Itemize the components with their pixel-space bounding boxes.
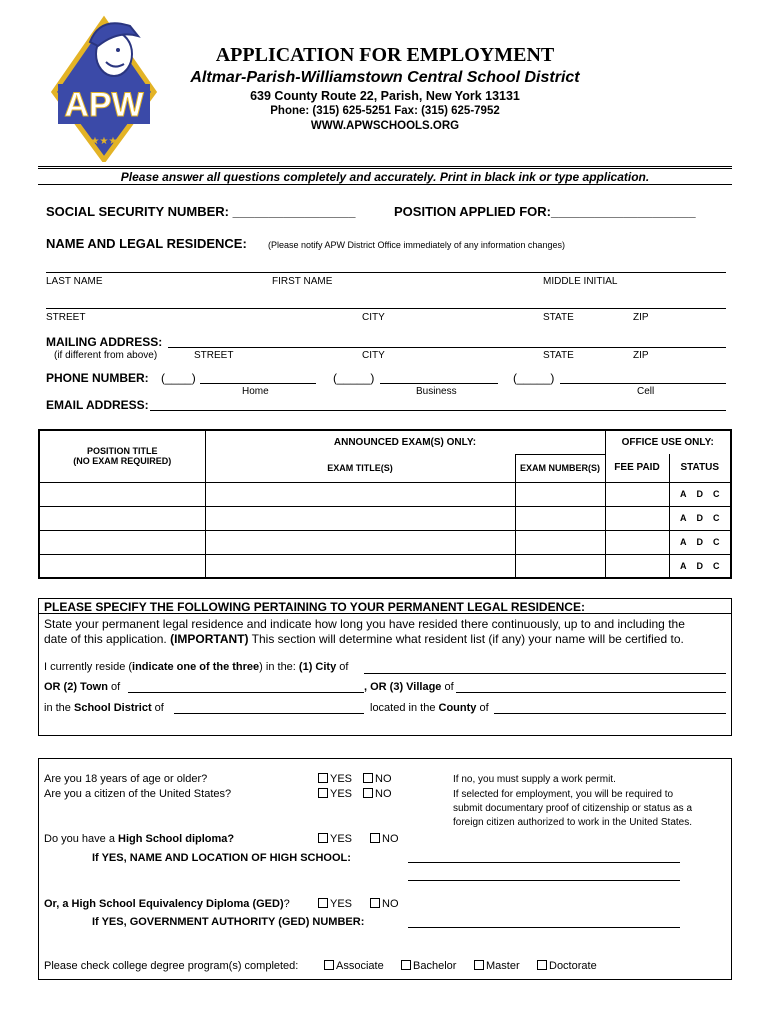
email-label: EMAIL ADDRESS: (46, 398, 149, 412)
fee-paid-cell[interactable] (605, 554, 669, 578)
ged-number-line[interactable] (408, 927, 680, 928)
citizen-no-option[interactable]: NO (363, 788, 392, 800)
county-label: located in the County of (370, 702, 489, 714)
exam-table (38, 429, 732, 579)
mailing-street-caption: STREET (194, 350, 234, 361)
checkbox[interactable] (370, 898, 380, 908)
status-cell: A D C (669, 530, 731, 554)
permit-note: If no, you must supply a work permit. (453, 774, 616, 785)
checkbox[interactable] (401, 960, 411, 970)
exam-title-cell[interactable] (205, 482, 515, 506)
degree-question: Please check college degree program(s) completed: (44, 960, 299, 972)
state-caption: STATE (543, 312, 574, 323)
checkbox[interactable] (537, 960, 547, 970)
phone-number-label: PHONE NUMBER: (46, 371, 149, 385)
degree-bachelor-option[interactable]: Bachelor (401, 960, 456, 972)
ged-yes-option[interactable]: YES (318, 898, 352, 910)
hs-no-option[interactable]: NO (370, 833, 399, 845)
checkbox[interactable] (324, 960, 334, 970)
village-of-line[interactable] (456, 692, 726, 693)
name-residence-label: NAME AND LEGAL RESIDENCE: (46, 236, 247, 251)
business-phone-line[interactable] (380, 383, 498, 384)
residence-address-line[interactable] (46, 308, 726, 309)
exam-title-cell[interactable] (205, 506, 515, 530)
checkbox[interactable] (318, 773, 328, 783)
name-line[interactable] (46, 272, 726, 273)
fee-paid-header: FEE PAID (605, 454, 669, 482)
first-name-caption: FIRST NAME (272, 276, 333, 287)
exam-numbers-header: EXAM NUMBER(S) (515, 454, 605, 482)
status-cell: A D C (669, 554, 731, 578)
ssn-label: SOCIAL SECURITY NUMBER: _________________ (46, 204, 356, 219)
table-row (39, 482, 731, 506)
age-no-option[interactable]: NO (363, 773, 392, 785)
name-residence-note: (Please notify APW District Office immediately of any information changes) (268, 240, 565, 250)
exam-number-cell[interactable] (515, 506, 605, 530)
mailing-zip-caption: ZIP (633, 350, 649, 361)
citizen-question: Are you a citizen of the United States? (44, 788, 232, 800)
age-question: Are you 18 years of age or older? (44, 773, 208, 785)
checkbox[interactable] (474, 960, 484, 970)
school-district-label: in the School District of (44, 702, 164, 714)
position-title-header: POSITION TITLE (NO EXAM REQUIRED) (39, 430, 205, 482)
degree-master-option[interactable]: Master (474, 960, 520, 972)
fee-paid-cell[interactable] (605, 482, 669, 506)
cell-phone-area[interactable]: (_____) (513, 371, 555, 385)
town-of-line[interactable] (128, 692, 364, 693)
city-caption: CITY (362, 312, 385, 323)
district-address: 639 County Route 22, Parish, New York 13131 (250, 89, 520, 103)
mailing-state-caption: STATE (543, 350, 574, 361)
fee-paid-cell[interactable] (605, 530, 669, 554)
checkbox[interactable] (318, 898, 328, 908)
exam-number-cell[interactable] (515, 482, 605, 506)
exam-number-cell[interactable] (515, 530, 605, 554)
logo-text: APW (64, 86, 144, 124)
ged-no-option[interactable]: NO (370, 898, 399, 910)
cell-caption: Cell (637, 386, 655, 397)
fee-paid-cell[interactable] (605, 506, 669, 530)
hs-followup-label: If YES, NAME AND LOCATION OF HIGH SCHOOL: (92, 852, 351, 864)
reside-city-row: I currently reside (indicate one of the three) in the: (1) City of (44, 661, 349, 673)
business-phone-area[interactable]: (_____) (333, 371, 375, 385)
district-name: Altmar-Parish-Williamstown Central School District (190, 69, 580, 86)
middle-initial-caption: MIDDLE INITIAL (543, 276, 618, 287)
status-cell: A D C (669, 506, 731, 530)
street-caption: STREET (46, 312, 86, 323)
hs-name-line-1[interactable] (408, 862, 680, 863)
county-line[interactable] (494, 713, 726, 714)
checkbox[interactable] (363, 773, 373, 783)
residence-heading: PLEASE SPECIFY THE FOLLOWING PERTAINING TO YOUR PERMANENT LEGAL RESIDENCE: (44, 600, 585, 614)
checkbox[interactable] (318, 788, 328, 798)
mailing-city-caption: CITY (362, 350, 385, 361)
phone-fax: Phone: (315) 625-5251 Fax: (315) 625-7952 (270, 105, 500, 117)
residence-para-2: date of this application. (IMPORTANT) This section will determine what resident list (if any) your name will be certified to. (44, 632, 684, 646)
business-caption: Business (416, 386, 457, 397)
citizen-yes-option[interactable]: YES (318, 788, 352, 800)
website[interactable]: WWW.APWSCHOOLS.ORG (310, 120, 460, 132)
home-phone-area[interactable]: (____) (161, 371, 196, 385)
table-row (39, 506, 731, 530)
degree-associate-option[interactable]: Associate (324, 960, 384, 972)
exam-title-cell[interactable] (205, 554, 515, 578)
status-cell: A D C (669, 482, 731, 506)
residence-para-1: State your permanent legal residence and indicate how long you have resided there continuously, up to and including the (44, 617, 685, 631)
hs-yes-option[interactable]: YES (318, 833, 352, 845)
exam-title-cell[interactable] (205, 530, 515, 554)
citizen-note-2: submit documentary proof of citizenship or status as a (453, 803, 693, 814)
school-district-line[interactable] (174, 713, 364, 714)
position-cell[interactable] (39, 554, 205, 578)
mailing-address-line[interactable] (168, 347, 726, 348)
district-logo (48, 12, 160, 162)
checkbox[interactable] (370, 833, 380, 843)
zip-caption: ZIP (633, 312, 649, 323)
office-use-header: OFFICE USE ONLY: (605, 430, 731, 454)
form-title: APPLICATION FOR EMPLOYMENT (215, 44, 555, 66)
city-of-line[interactable] (364, 673, 726, 674)
home-phone-line[interactable] (200, 383, 316, 384)
email-line[interactable] (150, 410, 726, 411)
home-caption: Home (242, 386, 269, 397)
svg-text:★★★: ★★★ (90, 136, 118, 147)
hs-diploma-question: Do you have a High School diploma? (44, 833, 235, 845)
exam-titles-header: EXAM TITLE(S) (205, 454, 515, 482)
checkbox[interactable] (363, 788, 373, 798)
position-cell[interactable] (39, 506, 205, 530)
citizen-note-1: If selected for employment, you will be required to (453, 789, 674, 800)
village-label: , OR (3) Village of (364, 681, 454, 693)
position-applied-label: POSITION APPLIED FOR:____________________ (394, 204, 696, 219)
town-label: OR (2) Town of (44, 681, 121, 693)
citizen-note-3: foreign citizen authorized to work in the United States. (453, 817, 693, 828)
mailing-address-label: MAILING ADDRESS: (46, 335, 163, 349)
position-cell[interactable] (39, 530, 205, 554)
cell-phone-line[interactable] (560, 383, 726, 384)
ged-question: Or, a High School Equivalency Diploma (GED)? (44, 898, 290, 910)
table-row (39, 530, 731, 554)
announced-exams-header: ANNOUNCED EXAM(S) ONLY: (205, 430, 605, 454)
exam-number-cell[interactable] (515, 554, 605, 578)
age-yes-option[interactable]: YES (318, 773, 352, 785)
ged-followup-label: If YES, GOVERNMENT AUTHORITY (GED) NUMBER: (92, 916, 365, 928)
mailing-note: (if different from above) (54, 350, 158, 361)
degree-doctorate-option[interactable]: Doctorate (537, 960, 597, 972)
status-header: STATUS (669, 454, 731, 482)
position-cell[interactable] (39, 482, 205, 506)
hs-name-line-2[interactable] (408, 880, 680, 881)
instructions: Please answer all questions completely and accurately. Print in black ink or type application. (120, 170, 650, 184)
checkbox[interactable] (318, 833, 328, 843)
table-row (39, 554, 731, 578)
last-name-caption: LAST NAME (46, 276, 103, 287)
